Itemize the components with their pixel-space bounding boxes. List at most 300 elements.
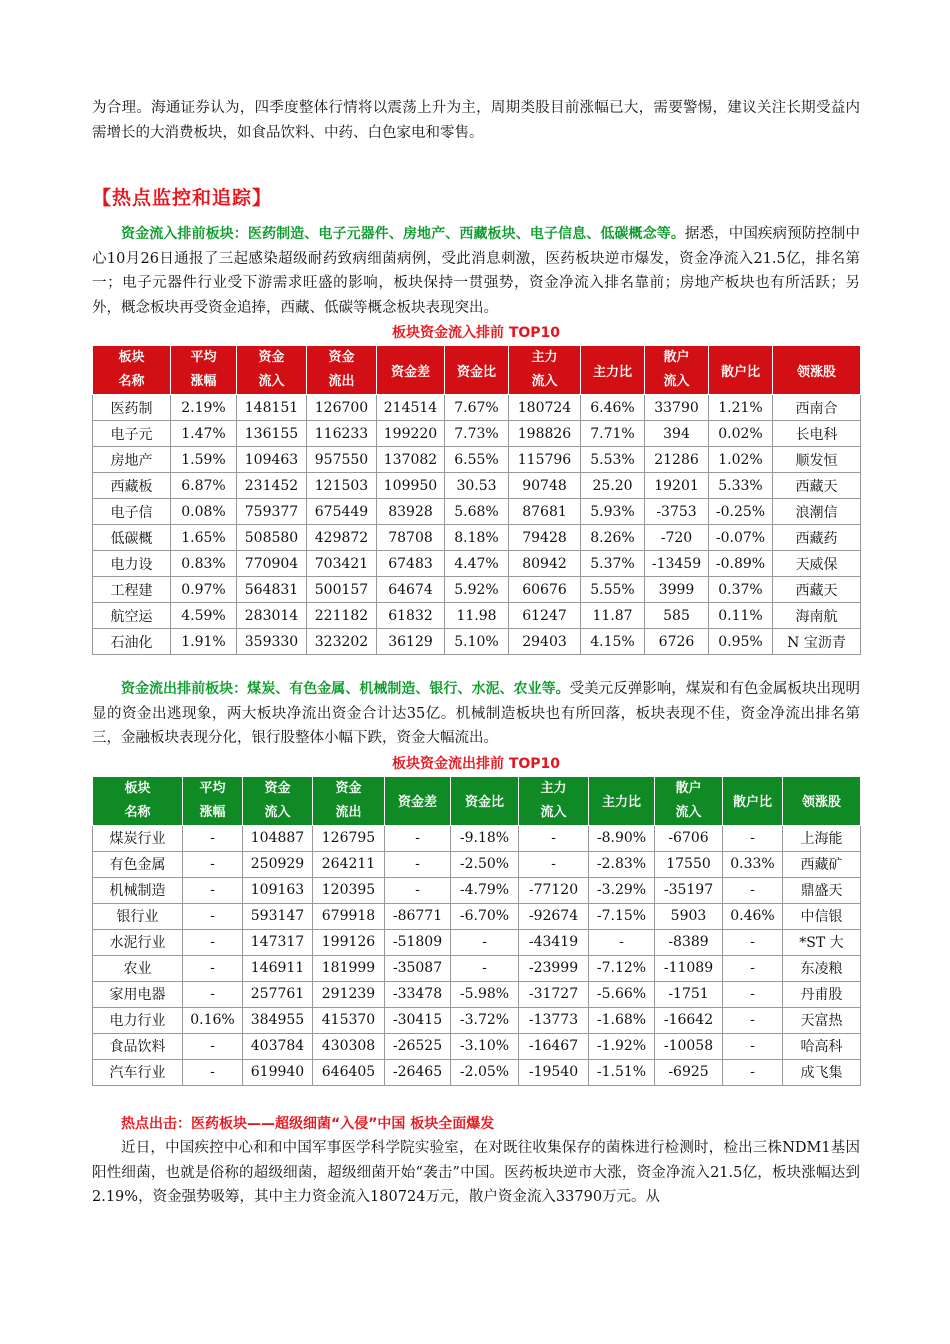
inflow-header-cell — [237, 346, 307, 395]
table-row — [93, 1007, 861, 1033]
header-line: 流入 — [663, 374, 690, 389]
hotspot-paragraph: 近日，中国疾控中心和和中国军事医学科学院实验室，在对既往收集保存的菌株进行检测时，检出三株NDM1基因阳性细菌，也就是俗称的超级细菌，超级细菌开始“袭击”中国。医药板块逆市大涨，资金净流入21.5亿，板块涨幅达到2.19%，资金强势吸筹，其中主力资金流入180724万元，散户资金流入33790万元。从 — [92, 1140, 860, 1205]
table-cell: 天富热 — [783, 1007, 861, 1033]
table-cell: 104887 — [243, 825, 313, 851]
header-line: 名称 — [118, 374, 145, 389]
table-row — [93, 903, 861, 929]
table-cell: -33478 — [385, 981, 451, 1007]
table-cell: 415370 — [313, 1007, 385, 1033]
sector-name-cell: 电力设 — [93, 551, 171, 577]
table-cell: -13459 — [645, 551, 709, 577]
sector-name-cell: 水泥行业 — [93, 929, 183, 955]
inflow-body: 据悉，中国疾病预防控制中心10月26日通报了三起感染超级耐药致病细菌病例，受此消息刺激，医药板块逆市爆发，资金净流入21.5亿，排名第一；电子元器件行业受下游需求旺盛的影响，板块保持一贯强势，资金净流入排名靠前；房地产板块也有所活跃；另外，概念板块再受资金追捧，西藏、低碳等概念板块表现突出。 — [92, 226, 860, 316]
table-row — [93, 1033, 861, 1059]
table-cell: 564831 — [237, 577, 307, 603]
table-cell: - — [723, 929, 783, 955]
outflow-header-cell — [93, 776, 183, 825]
table-cell: - — [723, 955, 783, 981]
header-line: 流出 — [328, 374, 355, 389]
header-line: 涨幅 — [190, 374, 217, 389]
header-line: 主力 — [540, 780, 567, 796]
table-cell: - — [723, 1033, 783, 1059]
table-cell: 957550 — [307, 447, 377, 473]
table-cell: - — [183, 1059, 243, 1085]
table-cell: 180724 — [509, 395, 581, 421]
table-cell: 109463 — [237, 447, 307, 473]
table-cell: 5.92% — [445, 577, 509, 603]
sector-name-cell: 电力行业 — [93, 1007, 183, 1033]
header-line: 资金 — [335, 780, 362, 796]
table-cell: -3.29% — [589, 877, 655, 903]
table-cell: 0.37% — [709, 577, 773, 603]
table-cell: 67483 — [377, 551, 445, 577]
table-cell: 214514 — [377, 395, 445, 421]
table-cell: 231452 — [237, 473, 307, 499]
sector-name-cell: 机械制造 — [93, 877, 183, 903]
inflow-table — [92, 345, 861, 655]
table-cell: 593147 — [243, 903, 313, 929]
table-cell: - — [183, 851, 243, 877]
sector-name-cell: 煤炭行业 — [93, 825, 183, 851]
hotspot-title-text: 热点出击：医药板块——超级细菌“入侵”中国 板块全面爆发 — [121, 1115, 495, 1132]
table-cell: 126700 — [307, 395, 377, 421]
sector-name-cell: 工程建 — [93, 577, 171, 603]
sector-name-cell: 汽车行业 — [93, 1059, 183, 1085]
table-cell: -86771 — [385, 903, 451, 929]
table-row — [93, 603, 861, 629]
table-cell: 5.53% — [581, 447, 645, 473]
table-cell: 哈高科 — [783, 1033, 861, 1059]
table-cell: -0.25% — [709, 499, 773, 525]
table-cell: 283014 — [237, 603, 307, 629]
table-cell: -2.50% — [451, 851, 519, 877]
table-cell: 359330 — [237, 629, 307, 655]
table-cell: 679918 — [313, 903, 385, 929]
table-cell: - — [723, 825, 783, 851]
table-cell: 198826 — [509, 421, 581, 447]
table-row — [93, 629, 861, 655]
header-line: 平均 — [199, 780, 226, 796]
outflow-header-cell — [655, 776, 723, 825]
document-page — [92, 96, 860, 1210]
table-cell: - — [723, 1007, 783, 1033]
table-cell: - — [723, 981, 783, 1007]
table-cell: - — [183, 929, 243, 955]
table-cell: -92674 — [519, 903, 589, 929]
table-cell: 6.87% — [171, 473, 237, 499]
table-cell: 90748 — [509, 473, 581, 499]
table-cell: 1.47% — [171, 421, 237, 447]
table-cell: 浪潮信 — [773, 499, 861, 525]
table-cell: 87681 — [509, 499, 581, 525]
outflow-header-cell — [183, 776, 243, 825]
sector-name-cell: 食品饮料 — [93, 1033, 183, 1059]
table-cell: -26465 — [385, 1059, 451, 1085]
table-cell: 丹甫股 — [783, 981, 861, 1007]
table-cell: 天威保 — [773, 551, 861, 577]
table-cell: 36129 — [377, 629, 445, 655]
table-cell: 1.21% — [709, 395, 773, 421]
table-cell: 7.67% — [445, 395, 509, 421]
table-cell: 78708 — [377, 525, 445, 551]
sector-name-cell: 西藏板 — [93, 473, 171, 499]
table-cell: -35087 — [385, 955, 451, 981]
table-cell: 西藏天 — [773, 473, 861, 499]
header-line: 板块 — [124, 780, 151, 796]
table-cell: 121503 — [307, 473, 377, 499]
inflow-table-title: 板块资金流入排前 TOP10 — [391, 325, 561, 341]
table-cell: 21286 — [645, 447, 709, 473]
inflow-paragraph — [92, 222, 860, 320]
table-cell: 顺发恒 — [773, 447, 861, 473]
header-line: 散户 — [675, 780, 702, 796]
table-row — [93, 421, 861, 447]
table-cell: 3999 — [645, 577, 709, 603]
table-cell: -2.83% — [589, 851, 655, 877]
table-cell: 中信银 — [783, 903, 861, 929]
table-cell: -8389 — [655, 929, 723, 955]
table-cell: -0.89% — [709, 551, 773, 577]
table-cell: 148151 — [237, 395, 307, 421]
table-cell: -3.72% — [451, 1007, 519, 1033]
table-cell: 116233 — [307, 421, 377, 447]
table-cell: -2.05% — [451, 1059, 519, 1085]
table-cell: -7.12% — [589, 955, 655, 981]
section-title: 【热点监控和追踪】 — [92, 187, 273, 209]
inflow-header-cell — [307, 346, 377, 395]
table-cell: -6.70% — [451, 903, 519, 929]
table-cell: 鼎盛天 — [783, 877, 861, 903]
table-cell: 60676 — [509, 577, 581, 603]
outflow-table — [92, 776, 861, 1086]
table-cell: -6706 — [655, 825, 723, 851]
outflow-body: 受美元反弹影响，煤炭和有色金属板块出现明显的资金出逃现象，两大板块净流出资金合计达35亿。机械制造板块也有所回落，板块表现不佳，资金净流出排名第三，金融板块表现分化，银行股整体小幅下跌，资金大幅流出。 — [92, 681, 861, 746]
table-cell: -35197 — [655, 877, 723, 903]
table-cell: N 宝沥青 — [773, 629, 861, 655]
inflow-header-cell — [93, 346, 171, 395]
header-line: 资金 — [258, 350, 285, 365]
table-cell: 0.16% — [183, 1007, 243, 1033]
table-cell: 703421 — [307, 551, 377, 577]
table-cell: 394 — [645, 421, 709, 447]
inflow-header-row — [93, 346, 861, 395]
table-cell: 5.33% — [709, 473, 773, 499]
table-cell: 6726 — [645, 629, 709, 655]
header-line: 流出 — [335, 804, 362, 820]
table-cell: 0.02% — [709, 421, 773, 447]
table-cell: 126795 — [313, 825, 385, 851]
table-cell: 5.93% — [581, 499, 645, 525]
table-cell: 西藏天 — [773, 577, 861, 603]
table-cell: -1.68% — [589, 1007, 655, 1033]
table-cell: -10058 — [655, 1033, 723, 1059]
table-cell: 5903 — [655, 903, 723, 929]
outflow-header-cell — [243, 776, 313, 825]
table-cell: -3.10% — [451, 1033, 519, 1059]
intro-paragraph: 为合理。海通证券认为，四季度整体行情将以震荡上升为主，周期类股目前涨幅已大，需要警惕，建议关注长期受益内需增长的大消费板块，如食品饮料、中药、白色家电和零售。 — [92, 100, 860, 141]
table-cell: 6.55% — [445, 447, 509, 473]
table-cell: 8.18% — [445, 525, 509, 551]
table-cell: 646405 — [313, 1059, 385, 1085]
table-cell: 东凌粮 — [783, 955, 861, 981]
table-cell: -16642 — [655, 1007, 723, 1033]
sector-name-cell: 电子元 — [93, 421, 171, 447]
table-cell: 250929 — [243, 851, 313, 877]
table-cell: -19540 — [519, 1059, 589, 1085]
table-cell: 1.91% — [171, 629, 237, 655]
table-cell: -26525 — [385, 1033, 451, 1059]
inflow-lead: 资金流入排前板块：医药制造、电子元器件、房地产、西藏板块、电子信息、低碳概念等。 — [121, 226, 685, 242]
table-cell: 508580 — [237, 525, 307, 551]
table-cell: - — [519, 851, 589, 877]
table-cell: -11089 — [655, 955, 723, 981]
table-row — [93, 473, 861, 499]
table-cell: 291239 — [313, 981, 385, 1007]
table-cell: 7.73% — [445, 421, 509, 447]
table-cell: 4.15% — [581, 629, 645, 655]
table-cell: -30415 — [385, 1007, 451, 1033]
table-cell: - — [519, 825, 589, 851]
table-cell: 30.53 — [445, 473, 509, 499]
table-cell: 2.19% — [171, 395, 237, 421]
table-cell: - — [451, 929, 519, 955]
table-cell: 0.11% — [709, 603, 773, 629]
header-line: 散户 — [663, 350, 690, 365]
table-row — [93, 499, 861, 525]
table-cell: -720 — [645, 525, 709, 551]
header-line: 主力 — [531, 350, 558, 365]
table-cell: 221182 — [307, 603, 377, 629]
inflow-header-cell: 散户比 — [709, 346, 773, 395]
table-cell: - — [183, 955, 243, 981]
sector-name-cell: 房地产 — [93, 447, 171, 473]
table-row — [93, 851, 861, 877]
table-cell: 17550 — [655, 851, 723, 877]
outflow-header-cell — [313, 776, 385, 825]
table-row — [93, 577, 861, 603]
outflow-paragraph — [92, 677, 860, 751]
table-cell: 120395 — [313, 877, 385, 903]
table-cell: 1.02% — [709, 447, 773, 473]
table-cell: 429872 — [307, 525, 377, 551]
table-cell: 33790 — [645, 395, 709, 421]
table-cell: - — [183, 981, 243, 1007]
table-cell: 79428 — [509, 525, 581, 551]
table-cell: 19201 — [645, 473, 709, 499]
table-cell: 长电科 — [773, 421, 861, 447]
table-cell: -43419 — [519, 929, 589, 955]
table-cell: 西藏矿 — [783, 851, 861, 877]
table-cell: 0.83% — [171, 551, 237, 577]
table-cell: - — [385, 825, 451, 851]
header-line: 平均 — [190, 350, 217, 365]
outflow-header-cell — [519, 776, 589, 825]
table-cell: 11.87 — [581, 603, 645, 629]
table-row — [93, 825, 861, 851]
table-cell: 1.59% — [171, 447, 237, 473]
hotspot-title — [92, 1112, 860, 1137]
table-cell: 64674 — [377, 577, 445, 603]
table-cell: - — [589, 929, 655, 955]
sector-name-cell: 航空运 — [93, 603, 171, 629]
table-row — [93, 551, 861, 577]
outflow-header-cell: 主力比 — [589, 776, 655, 825]
sector-name-cell: 农业 — [93, 955, 183, 981]
table-row — [93, 525, 861, 551]
table-cell: 25.20 — [581, 473, 645, 499]
table-cell: -51809 — [385, 929, 451, 955]
table-cell: 西南合 — [773, 395, 861, 421]
table-cell: 61247 — [509, 603, 581, 629]
table-row — [93, 877, 861, 903]
table-cell: 4.47% — [445, 551, 509, 577]
table-cell: - — [183, 903, 243, 929]
table-cell: -8.90% — [589, 825, 655, 851]
table-cell: 109950 — [377, 473, 445, 499]
table-row — [93, 981, 861, 1007]
table-cell: 0.33% — [723, 851, 783, 877]
sector-name-cell: 低碳概 — [93, 525, 171, 551]
inflow-header-cell — [509, 346, 581, 395]
header-line: 流入 — [258, 374, 285, 389]
table-cell: -5.66% — [589, 981, 655, 1007]
table-cell: -1751 — [655, 981, 723, 1007]
outflow-header-cell: 资金比 — [451, 776, 519, 825]
table-cell: -4.79% — [451, 877, 519, 903]
sector-name-cell: 石油化 — [93, 629, 171, 655]
table-cell: -7.15% — [589, 903, 655, 929]
table-cell: *ST 大 — [783, 929, 861, 955]
table-cell: -9.18% — [451, 825, 519, 851]
table-cell: 5.37% — [581, 551, 645, 577]
table-cell: 323202 — [307, 629, 377, 655]
table-cell: 181999 — [313, 955, 385, 981]
table-row — [93, 955, 861, 981]
table-cell: - — [183, 1033, 243, 1059]
table-cell: 403784 — [243, 1033, 313, 1059]
table-cell: 1.65% — [171, 525, 237, 551]
table-cell: 61832 — [377, 603, 445, 629]
header-line: 资金 — [328, 350, 355, 365]
table-cell: 430308 — [313, 1033, 385, 1059]
table-cell: 上海能 — [783, 825, 861, 851]
header-line: 资金 — [264, 780, 291, 796]
table-cell: 83928 — [377, 499, 445, 525]
sector-name-cell: 银行业 — [93, 903, 183, 929]
header-line: 流入 — [675, 804, 702, 820]
table-cell: 199126 — [313, 929, 385, 955]
outflow-header-cell: 散户比 — [723, 776, 783, 825]
inflow-header-cell: 主力比 — [581, 346, 645, 395]
inflow-header-cell — [645, 346, 709, 395]
table-cell: 5.10% — [445, 629, 509, 655]
table-cell: 5.55% — [581, 577, 645, 603]
table-cell: - — [723, 1059, 783, 1085]
table-cell: - — [451, 955, 519, 981]
table-cell: 136155 — [237, 421, 307, 447]
inflow-header-cell — [171, 346, 237, 395]
table-cell: 146911 — [243, 955, 313, 981]
table-cell: -13773 — [519, 1007, 589, 1033]
table-cell: - — [723, 877, 783, 903]
header-line: 板块 — [118, 350, 145, 365]
table-row — [93, 395, 861, 421]
table-cell: 199220 — [377, 421, 445, 447]
table-cell: 264211 — [313, 851, 385, 877]
table-cell: 675449 — [307, 499, 377, 525]
table-cell: -77120 — [519, 877, 589, 903]
table-row — [93, 447, 861, 473]
table-cell: -3753 — [645, 499, 709, 525]
inflow-header-cell: 资金比 — [445, 346, 509, 395]
table-row — [93, 1059, 861, 1085]
table-cell: 0.46% — [723, 903, 783, 929]
table-cell: 759377 — [237, 499, 307, 525]
table-cell: 500157 — [307, 577, 377, 603]
header-line: 流入 — [264, 804, 291, 820]
table-cell: 4.59% — [171, 603, 237, 629]
table-cell: 0.08% — [171, 499, 237, 525]
table-cell: 0.95% — [709, 629, 773, 655]
outflow-header-row — [93, 776, 861, 825]
sector-name-cell: 有色金属 — [93, 851, 183, 877]
table-cell: -6925 — [655, 1059, 723, 1085]
table-cell: 8.26% — [581, 525, 645, 551]
table-cell: - — [183, 877, 243, 903]
table-cell: -31727 — [519, 981, 589, 1007]
table-cell: - — [183, 825, 243, 851]
table-cell: 147317 — [243, 929, 313, 955]
header-line: 流入 — [540, 804, 567, 820]
inflow-header-cell: 资金差 — [377, 346, 445, 395]
table-cell: -0.07% — [709, 525, 773, 551]
table-cell: 7.71% — [581, 421, 645, 447]
header-line: 涨幅 — [199, 804, 226, 820]
table-cell: 11.98 — [445, 603, 509, 629]
inflow-header-cell: 领涨股 — [773, 346, 861, 395]
sector-name-cell: 家用电器 — [93, 981, 183, 1007]
table-cell: 5.68% — [445, 499, 509, 525]
table-cell: 西藏药 — [773, 525, 861, 551]
table-cell: 770904 — [237, 551, 307, 577]
table-cell: -23999 — [519, 955, 589, 981]
table-cell: 384955 — [243, 1007, 313, 1033]
outflow-header-cell: 资金差 — [385, 776, 451, 825]
sector-name-cell: 医药制 — [93, 395, 171, 421]
table-cell: -1.92% — [589, 1033, 655, 1059]
table-cell: - — [385, 877, 451, 903]
header-line: 流入 — [531, 374, 558, 389]
sector-name-cell: 电子信 — [93, 499, 171, 525]
table-cell: 0.97% — [171, 577, 237, 603]
table-cell: 257761 — [243, 981, 313, 1007]
outflow-lead: 资金流出排前板块：煤炭、有色金属、机械制造、银行、水泥、农业等。 — [121, 681, 570, 697]
header-line: 名称 — [124, 804, 151, 820]
table-cell: 80942 — [509, 551, 581, 577]
table-cell: 109163 — [243, 877, 313, 903]
table-cell: -5.98% — [451, 981, 519, 1007]
table-cell: 成飞集 — [783, 1059, 861, 1085]
table-cell: 6.46% — [581, 395, 645, 421]
table-cell: - — [385, 851, 451, 877]
table-cell: 585 — [645, 603, 709, 629]
outflow-table-title: 板块资金流出排前 TOP10 — [391, 755, 561, 772]
table-row — [93, 929, 861, 955]
table-cell: -1.51% — [589, 1059, 655, 1085]
table-cell: 海南航 — [773, 603, 861, 629]
table-cell: -16467 — [519, 1033, 589, 1059]
table-cell: 29403 — [509, 629, 581, 655]
